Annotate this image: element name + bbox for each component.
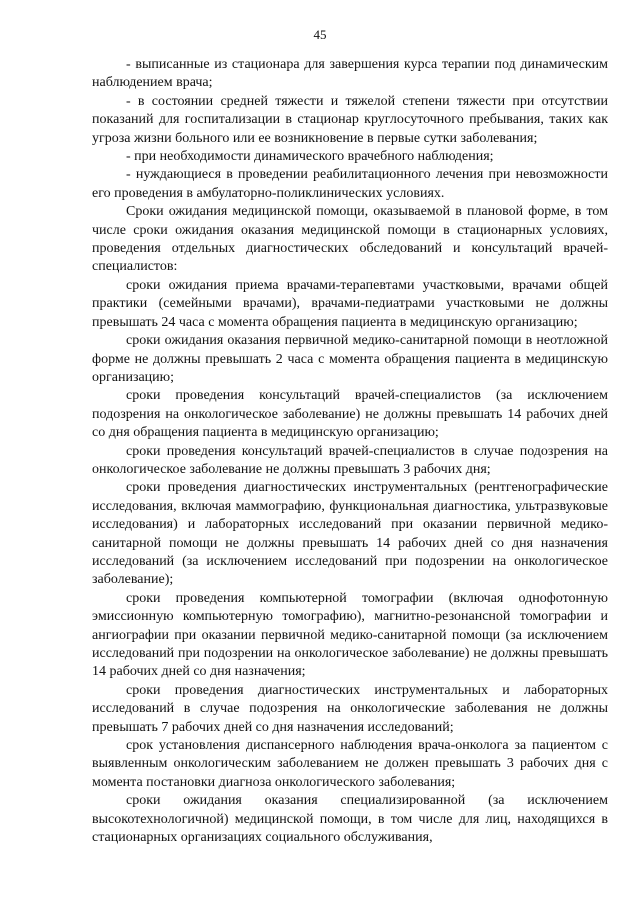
- paragraph-therapist-waiting: сроки ожидания приема врачами-терапевтами участковыми, врачами общей практики (семейными врачами), врачами-педиатрами участковыми не должны превышать 24 часа с момента обращения пациента в медицинскую организацию;: [92, 277, 608, 330]
- paragraph-moderate-severe: - в состоянии средней тяжести и тяжелой степени тяжести при отсутствии показаний для госпитализации в стационар круглосуточного пребывания, таких как угроза жизни больного или ее возникновение в первые сутки заболевания;: [92, 93, 608, 146]
- paragraph-oncology-consultations: сроки проведения консультаций врачей-специалистов в случае подозрения на онкологическое заболевание не должны превышать 3 рабочих дня;: [92, 443, 608, 477]
- document-body: [92, 56, 608, 847]
- paragraph-diagnostic-studies: сроки проведения диагностических инструментальных (рентгенографические исследования, включая маммографию, функциональная диагностика, ультразвуковые исследования) и лабораторных исследований при оказании первичной медико-санитарной помощи не должны превышать 14 рабочих дней со дня назначения исследований (за исключением исследований при подозрении на онкологическое заболевание);: [92, 480, 608, 588]
- paragraph-specialized-care: сроки ожидания оказания специализированной (за исключением высокотехнологичной) медицинской помощи, в том числе для лиц, находящихся в стационарных организациях социального обслуживания,: [92, 793, 608, 846]
- paragraph-specialist-consultations: сроки проведения консультаций врачей-специалистов (за исключением подозрения на онкологическое заболевание) не должны превышать 14 рабочих дней со дня обращения пациента в медицинскую организацию;: [92, 388, 608, 441]
- paragraph-ct-mri: сроки проведения компьютерной томографии (включая однофотонную эмиссионную компьютерную томографию), магнитно-резонансной томографии и ангиографии при оказании первичной медико-санитарной помощи (за исключением исследований при подозрении на онкологическое заболевание) не должны превышать 14 рабочих дней со дня назначения;: [92, 590, 608, 680]
- paragraph-urgent-primary-care: сроки ожидания оказания первичной медико-санитарной помощи в неотложной форме не должны превышать 2 часа с момента обращения пациента в медицинскую организацию;: [92, 333, 608, 385]
- paragraph-oncology-diagnostics: сроки проведения диагностических инструментальных и лабораторных исследований в случае подозрения на онкологические заболевания не должны превышать 7 рабочих дней со дня назначения исследований;: [92, 682, 608, 735]
- paragraph-discharged: - выписанные из стационара для завершения курса терапии под динамическим наблюдением врача;: [92, 57, 608, 91]
- paragraph-dynamic-observation: - при необходимости динамического врачебного наблюдения;: [126, 149, 494, 165]
- paragraph-waiting-times-intro: Сроки ожидания медицинской помощи, оказываемой в плановой форме, в том числе сроки ожидания оказания медицинской помощи в стационарных условиях, проведения отдельных диагностических обследований и консультаций врачей-специалистов:: [92, 204, 608, 275]
- paragraph-oncologist-observation: срок установления диспансерного наблюдения врача-онколога за пациентом с выявленным онкологическим заболеванием не должен превышать 3 рабочих дня с момента постановки диагноза онкологического заболевания;: [92, 738, 608, 790]
- paragraph-rehabilitation: - нуждающиеся в проведении реабилитационного лечения при невозможности его проведения в амбулаторно-поликлинических условиях.: [92, 167, 608, 201]
- page-number: 45: [313, 27, 327, 42]
